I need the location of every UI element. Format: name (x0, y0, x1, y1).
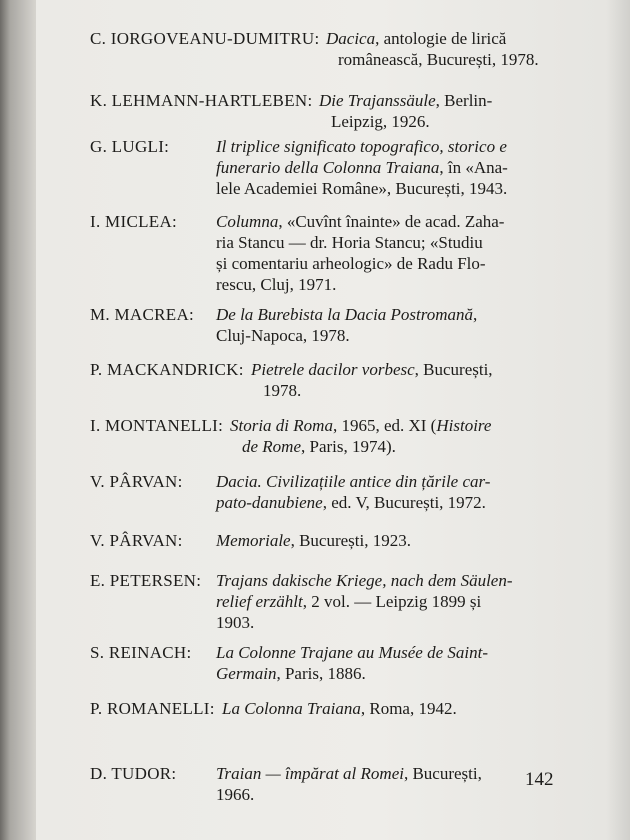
italic-title-text: Il triplice significato topografico, storico e (216, 137, 507, 156)
plain-text: rescu, Cluj, 1971. (216, 275, 337, 294)
plain-text: , (473, 305, 478, 324)
entry-line (319, 90, 607, 111)
entry-line (216, 763, 504, 784)
entry-line (216, 178, 508, 199)
entry-author: V. PÂRVAN: (90, 531, 183, 550)
italic-title-text: Storia di Roma (230, 416, 333, 435)
entry-author: I. MONTANELLI: (90, 416, 224, 435)
entry-line (216, 570, 513, 591)
entry-author: V. PÂRVAN: (90, 472, 183, 491)
italic-title-text: Columna (216, 212, 279, 231)
entry-line (216, 325, 504, 346)
entry-description (216, 304, 504, 346)
entry-description (216, 471, 504, 513)
plain-text: 1966. (216, 785, 255, 804)
entry-author: D. TUDOR: (90, 764, 177, 783)
entry-description (216, 763, 504, 805)
entry-line (216, 612, 504, 633)
plain-text: , Roma, 1942. (360, 699, 457, 718)
entry-author: P. ROMANELLI: (90, 699, 215, 718)
entry-line (216, 274, 504, 295)
plain-text: și comentariu arheologic» de Radu Flo- (216, 254, 486, 273)
plain-text: lele Academiei Române», București, 1943. (216, 179, 508, 198)
italic-title-text: Germain (216, 664, 277, 683)
entry-description (216, 642, 504, 684)
entry-author: P. MACKANDRICK: (90, 360, 244, 379)
plain-text: ria Stancu — dr. Horia Stancu; «Studiu (216, 233, 483, 252)
entry-description (251, 359, 539, 401)
entry-line (230, 436, 518, 457)
plain-text: , 1965, ed. XI ( (332, 416, 437, 435)
italic-title-text: Dacica (326, 29, 376, 48)
plain-text: , Paris, 1974). (301, 437, 396, 456)
entry-author: I. MICLEA: (90, 212, 178, 231)
italic-title-text: de Rome (242, 437, 302, 456)
entry-description (216, 570, 513, 633)
entry-line (216, 211, 504, 232)
entry-line (216, 136, 507, 157)
entry-line (216, 642, 504, 663)
entry-author: K. LEHMANN-HARTLEBEN: (90, 91, 313, 110)
italic-title-text: Pietrele dacilor vorbesc (251, 360, 415, 379)
plain-text: 1978. (263, 381, 302, 400)
entry-description (222, 698, 510, 719)
page-edge-shadow (606, 0, 630, 840)
entry-line (326, 49, 614, 70)
entry-line (216, 471, 504, 492)
plain-text: românească, București, 1978. (338, 50, 539, 69)
entry-line (216, 304, 504, 325)
entry-line (216, 784, 504, 805)
entry-description (216, 136, 508, 199)
entry-description (230, 415, 518, 457)
entry-author: G. LUGLI: (90, 137, 170, 156)
italic-title-text: Memoriale (216, 531, 291, 550)
plain-text: , în «Ana- (439, 158, 508, 177)
italic-title-text: La Colonne Trajane au Musée de Saint- (216, 643, 488, 662)
entry-author: M. MACREA: (90, 305, 195, 324)
plain-text: , Berlin- (435, 91, 493, 110)
entry-author: E. PETERSEN: (90, 571, 202, 590)
entry-line (251, 359, 539, 380)
entry-line (216, 530, 504, 551)
plain-text: , 2 vol. — Leipzig 1899 și (302, 592, 482, 611)
italic-title-text: Die Trajanssäule (319, 91, 436, 110)
entry-author: S. REINACH: (90, 643, 192, 662)
entry-line (251, 380, 539, 401)
plain-text: , antologie de lirică (375, 29, 507, 48)
entry-description (326, 28, 614, 70)
entry-line (216, 253, 504, 274)
entry-line (216, 663, 504, 684)
entry-author: C. IORGOVEANU-DUMITRU: (90, 29, 320, 48)
entry-line (319, 111, 607, 132)
entry-line (326, 28, 614, 49)
plain-text: , București, (414, 360, 493, 379)
entry-line (216, 232, 504, 253)
italic-title-text: relief erzählt (216, 592, 303, 611)
plain-text: Leipzig, 1926. (331, 112, 430, 131)
entry-line (230, 415, 518, 436)
plain-text: , «Cuvînt înainte» de acad. Zaha- (278, 212, 505, 231)
entry-line (216, 492, 504, 513)
plain-text: , București, (403, 764, 482, 783)
italic-title-text: De la Burebista la Dacia Postromană (216, 305, 474, 324)
italic-title-text: Dacia. Civilizațiile antice din țările car- (216, 472, 491, 491)
entry-line (216, 591, 504, 612)
entry-description (216, 211, 504, 295)
plain-text: , ed. V, București, 1972. (322, 493, 486, 512)
page-number: 142 (525, 769, 554, 790)
page-gutter-shadow (0, 0, 36, 840)
italic-title-text: La Colonna Traiana (222, 699, 361, 718)
plain-text: Cluj-Napoca, 1978. (216, 326, 350, 345)
plain-text: , București, 1923. (290, 531, 411, 550)
plain-text: , Paris, 1886. (276, 664, 366, 683)
italic-title-text: pato-danubiene (216, 493, 323, 512)
entry-line (222, 698, 510, 719)
italic-title-text: Trajans dakische Kriege, nach dem Säulen- (216, 571, 513, 590)
italic-title-text: funerario della Colonna Traiana (216, 158, 440, 177)
italic-title-text: Traian — împărat al Romei (216, 764, 404, 783)
plain-text: 1903. (216, 613, 255, 632)
italic-title-text: Histoire (436, 416, 492, 435)
entry-line (216, 157, 508, 178)
entry-description (216, 530, 504, 551)
entry-description (319, 90, 607, 132)
